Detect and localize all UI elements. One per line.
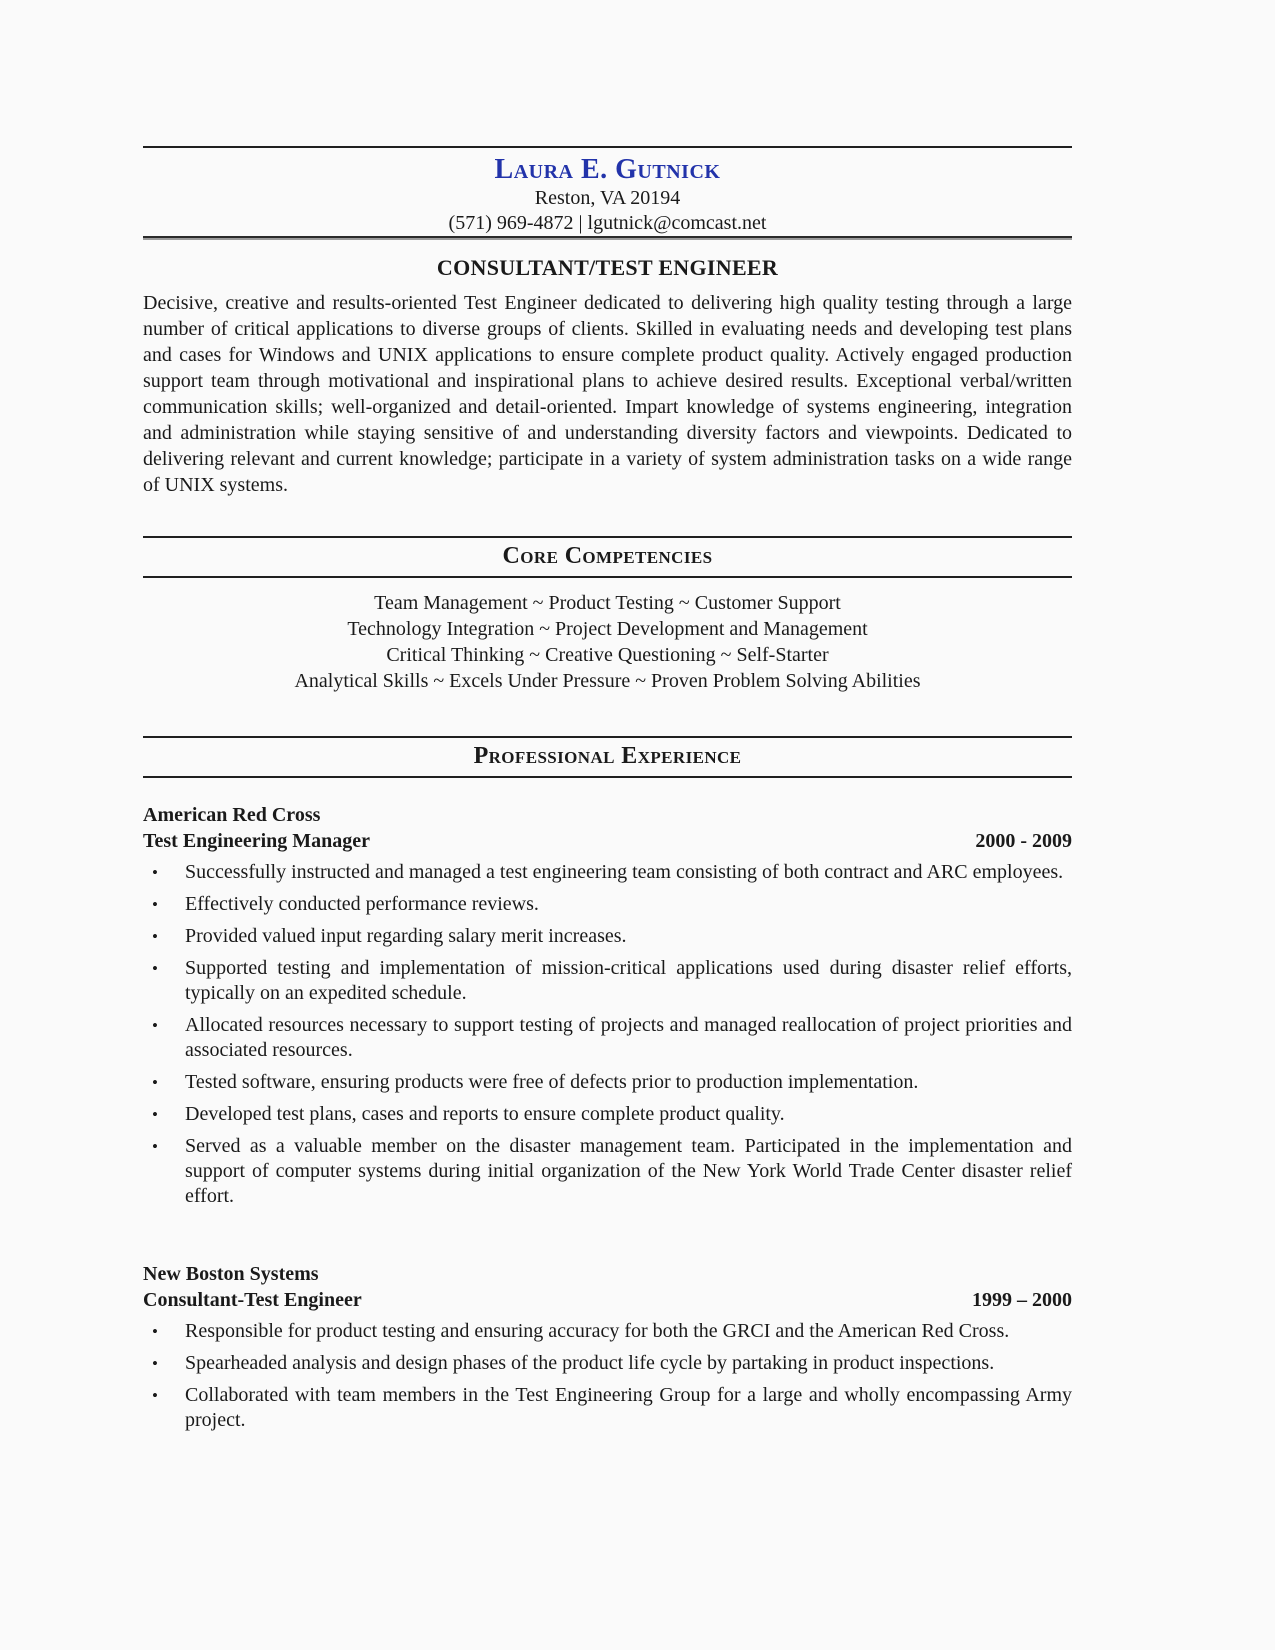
bullet-icon: • [152,1105,158,1124]
list-item [143,1013,1072,1063]
job-title-row [143,828,1072,854]
bullet-icon: • [152,1016,158,1035]
bullet-text: Collaborated with team members in the Test Engineering Group for a large and wholly encompassing Army project. [185,1384,1072,1431]
candidate-location: Reston, VA 20194 [534,187,681,209]
job-entry-new-boston-systems [143,1261,1072,1433]
competency-line: Team Management ~ Product Testing ~ Customer Support [374,592,841,614]
bullet-text: Served as a valuable member on the disaster management team. Participated in the implementation and support of computer systems during initial organization of the New York World Trade Center disaster relief effort. [185,1135,1072,1207]
resume-header [143,154,1072,236]
list-item [143,1383,1072,1433]
bullet-text: Effectively conducted performance reviews. [185,893,539,915]
company-name: New Boston Systems [143,1263,319,1285]
section-heading-professional-experience [143,736,1072,778]
list-item [143,892,1072,917]
section-heading-core-competencies [143,536,1072,578]
core-competencies-list [143,590,1072,694]
list-item [143,1070,1072,1095]
summary-paragraph: Decisive, creative and results-oriented Test Engineer dedicated to delivering high quality testing through a large number of critical applications to diverse groups of clients. Skilled in evaluating needs and developing test plans and cases for Windows and UNIX applications to ensure complete product quality. Actively engaged production support team through motivational and inspirational plans to achieve desired results. Exceptional verbal/written communication skills; well-organized and detail-oriented. Impart knowledge of systems engineering, integration and administration while staying sensitive of and understanding diversity factors and viewpoints. Dedicated to delivering relevant and current knowledge; participate in a variety of system administration tasks on a wide range of UNIX systems. [143,292,1072,496]
competency-line: Analytical Skills ~ Excels Under Pressure ~ Proven Problem Solving Abilities [294,670,921,692]
bullet-text: Supported testing and implementation of mission-critical applications used during disaster relief efforts, typically on an expedited schedule. [185,957,1072,1004]
bullet-text: Successfully instructed and managed a test engineering team consisting of both contract and ARC employees. [185,861,1064,883]
bullet-icon: • [152,1322,158,1341]
bullet-icon: • [152,895,158,914]
core-competencies-heading: Core Competencies [502,543,713,569]
list-item [143,1102,1072,1127]
job-title: Test Engineering Manager [143,830,371,852]
bullet-text: Developed test plans, cases and reports to ensure complete product quality. [185,1103,785,1125]
bullet-text: Responsible for product testing and ensuring accuracy for both the GRCI and the American Red Cross. [185,1320,1010,1342]
bullet-text: Provided valued input regarding salary merit increases. [185,925,627,947]
bullet-icon: • [152,1073,158,1092]
candidate-name: Laura E. Gutnick [494,154,721,185]
list-item [143,1134,1072,1209]
job-bullet-list [143,860,1072,1209]
bullet-icon: • [152,1354,158,1373]
bullet-text: Allocated resources necessary to support testing of projects and managed reallocation of project priorities and associated resources. [185,1014,1072,1061]
bullet-text: Tested software, ensuring products were free of defects prior to production implementation. [185,1071,919,1093]
list-item [143,1351,1072,1376]
competency-line: Technology Integration ~ Project Development and Management [347,618,868,640]
job-title-row [143,1287,1072,1313]
job-dates: 2000 - 2009 [975,830,1072,852]
header-top-rule [143,146,1072,148]
bullet-text: Spearheaded analysis and design phases of the product life cycle by partaking in product inspections. [185,1352,995,1374]
header-bottom-rule [143,236,1072,240]
job-title: Consultant-Test Engineer [143,1289,362,1311]
candidate-contact: (571) 969-4872 | lgutnick@comcast.net [448,212,767,234]
job-entry-american-red-cross [143,802,1072,1209]
bullet-icon: • [152,1137,158,1156]
bullet-icon: • [152,927,158,946]
competency-line: Critical Thinking ~ Creative Questioning ~ Self-Starter [386,644,829,666]
bullet-icon: • [152,959,158,978]
job-bullet-list [143,1319,1072,1433]
list-item [143,956,1072,1006]
bullet-icon: • [152,1386,158,1405]
professional-experience-heading: Professional Experience [473,743,742,769]
list-item [143,860,1072,885]
bullet-icon: • [152,863,158,882]
job-dates: 1999 – 2000 [972,1289,1072,1311]
company-name: American Red Cross [143,804,321,826]
list-item [143,924,1072,949]
list-item [143,1319,1072,1344]
resume-title: CONSULTANT/TEST ENGINEER [436,255,779,280]
